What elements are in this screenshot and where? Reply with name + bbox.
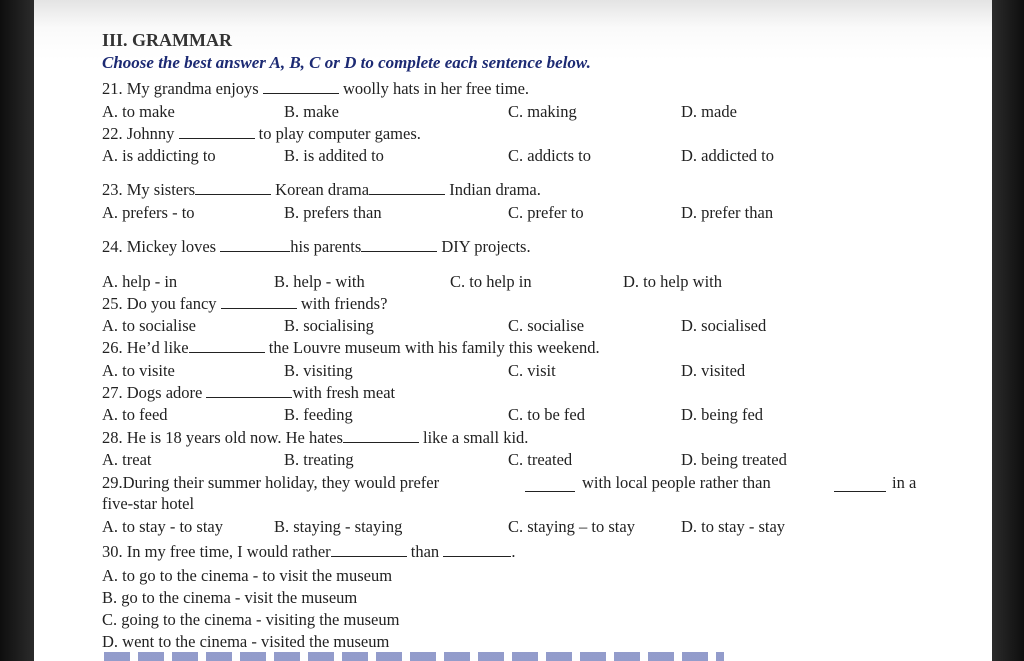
- answer-blank[interactable]: [221, 294, 297, 309]
- answer-blank[interactable]: [189, 338, 265, 353]
- q21-option-b[interactable]: B. make: [284, 102, 339, 121]
- answer-blank[interactable]: [263, 79, 339, 94]
- question-24-part1: 24. Mickey loves: [102, 237, 217, 256]
- q26-option-a[interactable]: A. to visite: [102, 361, 175, 380]
- q24-option-b[interactable]: B. help - with: [274, 272, 365, 291]
- answer-blank[interactable]: [369, 180, 445, 195]
- question-21-part1: 21. My grandma enjoys: [102, 79, 259, 98]
- question-25-part1: 25. Do you fancy: [102, 294, 217, 313]
- q24-option-d[interactable]: D. to help with: [623, 272, 722, 291]
- question-23-part1: 23. My sisters: [102, 180, 196, 199]
- q30-option-d[interactable]: D. went to the cinema - visited the museum: [102, 632, 390, 651]
- question-21: [102, 79, 529, 99]
- q29-option-b[interactable]: B. staying - staying: [274, 517, 403, 536]
- answer-blank[interactable]: [195, 180, 271, 195]
- question-26: [102, 338, 600, 358]
- question-27-part2: with fresh meat: [292, 383, 396, 402]
- question-29-continuation: five-star hotel: [102, 494, 195, 513]
- q21-option-a[interactable]: A. to make: [102, 102, 175, 121]
- question-23: [102, 180, 541, 200]
- question-24: [102, 237, 531, 257]
- q22-option-d[interactable]: D. addicted to: [681, 146, 775, 165]
- answer-blank[interactable]: [220, 237, 290, 252]
- question-26-part1: 26. He’d like: [102, 338, 189, 357]
- q28-option-c[interactable]: C. treated: [508, 450, 573, 469]
- q22-option-c[interactable]: C. addicts to: [508, 146, 591, 165]
- question-24-part3: DIY projects.: [441, 237, 531, 256]
- section-title: III. GRAMMAR: [102, 30, 232, 50]
- question-30: [102, 542, 515, 562]
- question-30-part3: .: [511, 542, 516, 561]
- question-29-part1: 29.During their summer holiday, they would prefer: [102, 473, 440, 492]
- question-23-part2: Korean drama: [275, 180, 370, 199]
- answer-blank[interactable]: [834, 477, 886, 492]
- question-28: [102, 428, 528, 448]
- question-28-part2: like a small kid.: [423, 428, 529, 447]
- question-26-part2: the Louvre museum with his family this weekend.: [268, 338, 600, 357]
- question-27: [102, 383, 395, 403]
- instruction-text: Choose the best answer A, B, C or D to complete each sentence below.: [102, 53, 591, 72]
- q27-option-c[interactable]: C. to be fed: [508, 405, 585, 424]
- question-28-part1: 28. He is 18 years old now. He hates: [102, 428, 343, 447]
- question-21-part2: woolly hats in her free time.: [342, 79, 530, 98]
- q29-option-c[interactable]: C. staying – to stay: [508, 517, 635, 536]
- q25-option-d[interactable]: D. socialised: [681, 316, 767, 335]
- worksheet-page: [34, 0, 992, 661]
- question-22-part1: 22. Johnny: [102, 124, 175, 143]
- q24-option-a[interactable]: A. help - in: [102, 272, 178, 291]
- question-24-part2: his parents: [290, 237, 362, 256]
- q29-option-d[interactable]: D. to stay - stay: [681, 517, 786, 536]
- q23-option-a[interactable]: A. prefers - to: [102, 203, 195, 222]
- q22-option-b[interactable]: B. is addited to: [284, 146, 384, 165]
- q28-option-a[interactable]: A. treat: [102, 450, 152, 469]
- question-25: [102, 294, 387, 314]
- q26-option-d[interactable]: D. visited: [681, 361, 746, 380]
- q23-option-d[interactable]: D. prefer than: [681, 203, 774, 222]
- question-22-part2: to play computer games.: [258, 124, 421, 143]
- q26-option-b[interactable]: B. visiting: [284, 361, 353, 380]
- q22-option-a[interactable]: A. is addicting to: [102, 146, 216, 165]
- question-22: [102, 124, 421, 144]
- q25-option-a[interactable]: A. to socialise: [102, 316, 196, 335]
- q25-option-c[interactable]: C. socialise: [508, 316, 585, 335]
- q30-option-a[interactable]: A. to go to the cinema - to visit the museum: [102, 566, 393, 585]
- left-dark-border: [0, 0, 34, 661]
- right-dark-border: [992, 0, 1024, 661]
- question-30-part1: 30. In my free time, I would rather: [102, 542, 331, 561]
- q30-option-b[interactable]: B. go to the cinema - visit the museum: [102, 588, 358, 607]
- q23-option-b[interactable]: B. prefers than: [284, 203, 382, 222]
- answer-blank[interactable]: [361, 237, 437, 252]
- question-29-part3: in a: [892, 473, 917, 492]
- answer-blank[interactable]: [206, 383, 292, 398]
- q28-option-d[interactable]: D. being treated: [681, 450, 787, 469]
- question-25-part2: with friends?: [300, 294, 388, 313]
- q24-option-c[interactable]: C. to help in: [450, 272, 532, 291]
- q30-option-c[interactable]: C. going to the cinema - visiting the museum: [102, 610, 400, 629]
- q23-option-c[interactable]: C. prefer to: [508, 203, 584, 222]
- cutoff-next-instruction: [104, 652, 724, 661]
- answer-blank[interactable]: [179, 124, 255, 139]
- q21-option-c[interactable]: C. making: [508, 102, 577, 121]
- question-27-part1: 27. Dogs adore: [102, 383, 203, 402]
- q28-option-b[interactable]: B. treating: [284, 450, 354, 469]
- question-23-part3: Indian drama.: [449, 180, 541, 199]
- question-29-part2: with local people rather than: [582, 473, 771, 492]
- answer-blank[interactable]: [525, 477, 575, 492]
- q27-option-a[interactable]: A. to feed: [102, 405, 168, 424]
- answer-blank[interactable]: [331, 542, 407, 557]
- q25-option-b[interactable]: B. socialising: [284, 316, 374, 335]
- q27-option-b[interactable]: B. feeding: [284, 405, 353, 424]
- q29-option-a[interactable]: A. to stay - to stay: [102, 517, 223, 536]
- answer-blank[interactable]: [443, 542, 511, 557]
- question-30-part2: than: [410, 542, 440, 561]
- q27-option-d[interactable]: D. being fed: [681, 405, 764, 424]
- answer-blank[interactable]: [343, 428, 419, 443]
- q26-option-c[interactable]: C. visit: [508, 361, 556, 380]
- q21-option-d[interactable]: D. made: [681, 102, 737, 121]
